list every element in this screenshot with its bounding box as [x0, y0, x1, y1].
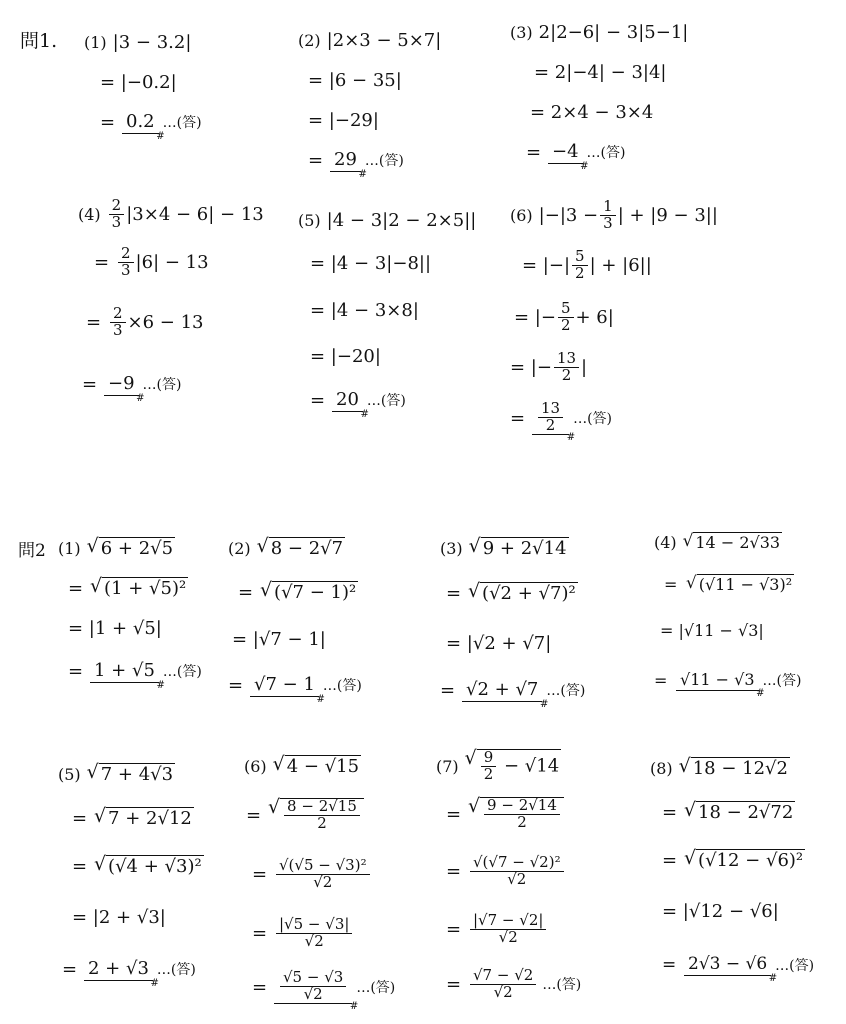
q1-problem-4: (4) $\frac{2}{3}$ |3×4 − 6| − 13 = $\frac{2}{3}$ |6| − 13 = $\frac{2}{3}$ ×6 − 13 = −9 # …(答): [78, 194, 264, 414]
step: = |6 − 35|: [308, 69, 402, 91]
step: = |√12 − √6|: [662, 900, 779, 922]
fraction: $\frac{|√5 - √3|}{√2}$: [276, 917, 352, 950]
answer: 0.2 #: [122, 111, 159, 134]
radicand: (√7 − 1)²: [274, 582, 357, 603]
fraction: $\frac{2}{3}$: [109, 198, 125, 231]
step-part: + 6|: [575, 306, 614, 328]
q2-problem-3: (3) √ 9 + 2√14 = √ (√2 + √7)² = |√2 + √7| = √2 + √7 # …(答): [440, 528, 585, 712]
problem-label: (2): [298, 30, 321, 50]
radicand: 4 − √15: [286, 756, 360, 777]
step: = |−20|: [310, 345, 381, 367]
expression: |2×3 − 5×7|: [326, 29, 442, 51]
radicand: (1 + √5)²: [104, 578, 187, 599]
answer-mark: …(答): [142, 377, 182, 393]
q2-problem-1: (1) √ 6 + 2√5 = √ (1 + √5)² = |1 + √5| = 1 + √5 # …(答): [58, 528, 202, 694]
answer: √2 + √7 #: [462, 679, 542, 702]
problem-label: (2): [228, 538, 251, 558]
step-part: = |−|: [522, 254, 571, 276]
answer: −4 #: [548, 141, 583, 164]
expression: |3×4 − 6| − 13: [126, 203, 264, 225]
answer: $\frac{13}{2}$ #: [532, 401, 569, 436]
radicand: 6 + 2√5: [100, 538, 174, 559]
q2-problem-7: (7) √ $\frac{9}{2}$ − √14 = √ $\frac{9 - 2√14}{2}$ = $\frac{\text{√(√7 − √2)²}}{√2}$ = $\frac{|√7 - √2|}{√2}$ = $\frac{√7 - √2}{√2}$ …(答): [436, 747, 582, 1001]
answer: 2 + √3 #: [84, 958, 153, 981]
answer: √11 − √3 #: [676, 670, 759, 691]
answer: √7 − 1 #: [250, 674, 319, 697]
answer-mark: …(答): [156, 962, 196, 978]
q1-problem-6: (6) |−|3 − $\frac{1}{3}$ | + |9 − 3|| = |−| $\frac{5}{2}$ | + |6|| = |− $\frac{5}{2}$ + 6| = |− $\frac{13}{2}$ | = $\frac{13}{2}$ # …(答): [510, 192, 718, 444]
problem-label: (3): [440, 538, 463, 558]
answer-mark: …(答): [542, 977, 582, 993]
radicand: 7 + 4√3: [100, 764, 174, 785]
q2-problem-4: (4) √ 14 − 2√33 = √ (√11 − √3)² = |√11 − √3| = √11 − √3 # …(答): [654, 522, 801, 706]
answer: $\frac{√7 - √2}{√2}$: [470, 968, 536, 1001]
step-part: |: [581, 356, 588, 378]
radicand: (√12 − √6)²: [698, 850, 804, 871]
problem-label: (1): [84, 32, 107, 52]
expression: |3 − 3.2|: [112, 31, 192, 53]
radicand: 14 − 2√33: [695, 533, 781, 552]
radicand: 9 + 2√14: [482, 538, 567, 559]
radicand: 7 + 2√12: [108, 808, 192, 829]
fraction: $\frac{\text{√(√7 − √2)²}}{√2}$: [470, 855, 564, 888]
q2-title: 問2: [18, 541, 46, 561]
step: = |√7 − 1|: [232, 628, 326, 650]
step: = |4 − 3|−8||: [310, 252, 432, 274]
step: = |4 − 3×8|: [310, 299, 419, 321]
q1-problem-3: (3) 2|2−6| − 3|5−1| = 2|−4| − 3|4| = 2×4 − 3×4 = −4 # …(答): [510, 12, 688, 172]
problem-label: (5): [298, 210, 321, 230]
step-part: = |−: [514, 306, 556, 328]
answer-mark: …(答): [775, 958, 815, 974]
answer: −9 #: [104, 373, 139, 396]
answer-mark: …(答): [762, 673, 802, 689]
step: = |−29|: [308, 109, 379, 131]
problem-label: (4): [78, 204, 101, 224]
step: |6| − 13: [135, 251, 209, 273]
problem-label: (8): [650, 758, 673, 778]
answer-mark: …(答): [162, 115, 202, 131]
answer: 20 #: [332, 389, 363, 412]
problem-label: (1): [58, 538, 81, 558]
fraction: $\frac{2}{3}$: [110, 306, 126, 339]
radicand: 18 − 2√72: [698, 802, 794, 823]
answer-mark: …(答): [573, 411, 613, 427]
answer-mark: …(答): [364, 153, 404, 169]
radicand: (√11 − √3)²: [698, 575, 793, 594]
expression: 2|2−6| − 3|5−1|: [538, 21, 689, 43]
step: ×6 − 13: [127, 311, 204, 333]
problem-label: (6): [510, 205, 533, 225]
step: = 2×4 − 3×4: [530, 101, 654, 123]
step: = |−0.2|: [100, 71, 177, 93]
q1-problem-5: (5) |4 − 3|2 − 2×5|| = |4 − 3|−8|| = |4 − 3×8| = |−20| = 20 # …(答): [298, 200, 476, 422]
fraction: $\frac{|√7 - √2|}{√2}$: [470, 913, 546, 946]
fraction: $\frac{1}{3}$: [600, 199, 616, 232]
answer: 1 + √5 #: [90, 660, 159, 683]
expression-part: | + |9 − 3||: [617, 204, 718, 226]
radicand: 18 − 12√2: [692, 758, 788, 779]
answer-mark: …(答): [322, 678, 362, 694]
fraction: $\frac{5}{2}$: [558, 301, 574, 334]
answer-mark: …(答): [586, 145, 626, 161]
answer: 29 #: [330, 149, 361, 172]
step: = |√2 + √7|: [446, 632, 552, 654]
q1-problem-2: (2) |2×3 − 5×7| = |6 − 35| = |−29| = 29 # …(答): [298, 20, 441, 180]
expression-part: |−|3 −: [538, 204, 599, 226]
step: = 2|−4| − 3|4|: [534, 61, 667, 83]
step: = |√11 − √3|: [660, 620, 764, 640]
fraction: $\frac{9}{2}$: [481, 750, 497, 783]
problem-label: (5): [58, 764, 81, 784]
answer-mark: …(答): [162, 664, 202, 680]
problem-label: (4): [654, 532, 677, 552]
q1-problem-1: (1) |3 − 3.2| = |−0.2| = 0.2 # …(答): [84, 22, 202, 142]
problem-label: (7): [436, 756, 459, 776]
fraction: $\frac{2}{3}$: [118, 246, 134, 279]
radicand: (√2 + √7)²: [482, 583, 576, 604]
fraction: $\frac{8 - 2√15}{2}$: [284, 799, 360, 832]
radicand: (√4 + √3)²: [108, 856, 202, 877]
answer: $\frac{√5 - √3}{√2}$ #: [274, 970, 352, 1005]
expression: |4 − 3|2 − 2×5||: [326, 209, 477, 231]
answer-mark: …(答): [546, 683, 586, 699]
q2-problem-8: (8) √ 18 − 12√2 = √ 18 − 2√72 = √ (√12 − √6)² = |√12 − √6| = 2√3 − √6 # …(答): [650, 748, 814, 992]
radicand: 8 − 2√7: [270, 538, 344, 559]
step: = |2 + √3|: [72, 906, 166, 928]
q2-problem-2: (2) √ 8 − 2√7 = √ (√7 − 1)² = |√7 − 1| = √7 − 1 # …(答): [228, 528, 362, 708]
problem-label: (6): [244, 756, 267, 776]
fraction: $\frac{5}{2}$: [572, 249, 588, 282]
answer-mark: …(答): [366, 393, 406, 409]
fraction: $\frac{\text{√(√5 − √3)²}}{√2}$: [276, 858, 370, 891]
q2-problem-6: (6) √ 4 − √15 = √ $\frac{8 - 2√15}{2}$ = $\frac{\text{√(√5 − √3)²}}{√2}$ = $\frac{|√5 - √3|}{√2}$ = $\frac{√5 - √3}{√2}$ # …(答): [244, 746, 395, 1012]
step-part: = |−: [510, 356, 552, 378]
q2-problem-5: (5) √ 7 + 4√3 = √ 7 + 2√12 = √ (√4 + √3)² = |2 + √3| = 2 + √3 # …(答): [58, 754, 204, 994]
q1-title: 問1.: [20, 30, 58, 52]
problem-label: (3): [510, 22, 533, 42]
fraction: $\frac{9 - 2√14}{2}$: [484, 798, 560, 831]
answer: 2√3 − √6 #: [684, 954, 771, 976]
answer-mark: …(答): [356, 980, 396, 996]
fraction: $\frac{13}{2}$: [554, 351, 579, 384]
step: = |1 + √5|: [68, 617, 162, 639]
radicand-part: − √14: [498, 755, 560, 777]
step-part: | + |6||: [589, 254, 652, 276]
